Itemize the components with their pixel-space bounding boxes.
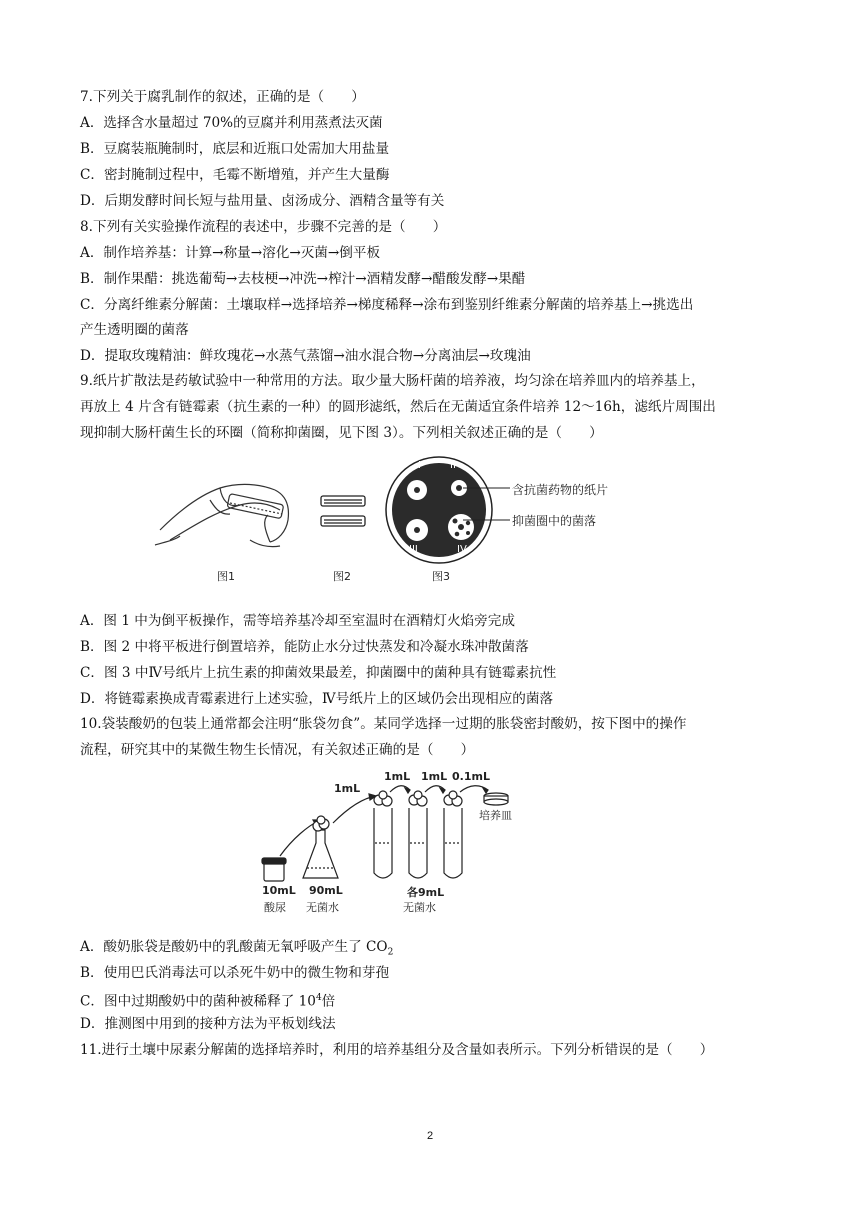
dilution-diagram xyxy=(258,768,528,893)
q9-option-a: A．图 1 中为倒平板操作，需等培养基冷却至室温时在酒精灯火焰旁完成 xyxy=(80,613,515,629)
q9-stem-line3: 现抑制大肠杆菌生长的环圈（简称抑菌圈，见下图 3）。下列相关叙述正确的是（ ） xyxy=(80,425,603,441)
q8-option-c-line2: 产生透明圈的菌落 xyxy=(80,322,189,338)
figure-1-caption: 图1 xyxy=(217,570,235,583)
paper-disc-label: 含抗菌药物的纸片 xyxy=(512,483,609,497)
q8-option-b: B．制作果醋：挑选葡萄→去枝梗→冲洗→榨汁→酒精发酵→醋酸发酵→果醋 xyxy=(80,271,526,287)
q9-option-c: C．图 3 中Ⅳ号纸片上抗生素的抑菌效果最差，抑菌圈中的菌种具有链霉素抗性 xyxy=(80,665,557,681)
disc-label-iv: IV xyxy=(457,544,467,555)
dish-label: 培养皿 xyxy=(479,809,512,822)
volume-label-4: 0.1mL xyxy=(452,770,490,783)
page-number: 2 xyxy=(426,1130,434,1142)
q11-stem: 11.进行土壤中尿素分解菌的选择培养时，利用的培养基组分及含量如表所示。下列分析错误的是（ ） xyxy=(80,1042,714,1058)
q10-option-a: A．酸奶胀袋是酸奶中的乳酸菌无氧呼吸产生了 $CO_2$ xyxy=(80,939,394,958)
q10-option-b: B．使用巴氏消毒法可以杀死牛奶中的微生物和芽孢 xyxy=(80,965,390,981)
flask-volume: 90mL xyxy=(309,884,343,897)
q10-option-d: D．推测图中用到的接种方法为平板划线法 xyxy=(80,1016,336,1032)
volume-label-2: 1mL xyxy=(384,770,411,783)
q8-stem: 8.下列有关实验操作流程的表述中，步骤不完善的是（ ） xyxy=(80,219,447,235)
figure-2-caption: 图2 xyxy=(333,570,351,583)
volume-label-3: 1mL xyxy=(421,770,448,783)
q8-option-a: A．制作培养基：计算→称量→溶化→灭菌→倒平板 xyxy=(80,245,381,261)
q10-option-c: C．图中过期酸奶中的菌种被稀释了 $10^4$倍 xyxy=(80,993,336,1010)
figure-1-pouring-plate xyxy=(150,470,300,555)
yogurt-volume: 10mL xyxy=(262,884,296,897)
volume-label-1: 1mL xyxy=(334,782,361,795)
tubes-volume: 各9mL xyxy=(407,886,445,899)
figure-2-inverted-plates xyxy=(318,492,368,532)
q7-option-d: D．后期发酵时间长短与盐用量、卤汤成分、酒精含量等有关 xyxy=(80,193,445,209)
yogurt-label: 酸尿 xyxy=(264,901,286,914)
q9-option-b: B．图 2 中将平板进行倒置培养，能防止水分过快蒸发和冷凝水珠冲散菌落 xyxy=(80,639,529,655)
q8-option-d: D．提取玫瑰精油：鲜玫瑰花→水蒸气蒸馏→油水混合物→分离油层→玫瑰油 xyxy=(80,348,531,364)
q10-stem-line2: 流程，研究其中的某微生物生长情况，有关叙述正确的是（ ） xyxy=(80,742,475,758)
colony-label: 抑菌圈中的菌落 xyxy=(512,514,597,528)
tubes-label: 无菌水 xyxy=(403,901,436,914)
q7-option-b: B．豆腐装瓶腌制时，底层和近瓶口处需加大用盐量 xyxy=(80,141,390,157)
q7-option-c: C．密封腌制过程中，毛霉不断增殖，并产生大量酶 xyxy=(80,167,390,183)
q7-stem: 7.下列关于腐乳制作的叙述，正确的是（ ） xyxy=(80,89,365,105)
flask-label: 无菌水 xyxy=(306,901,339,914)
figure-3-caption: 图3 xyxy=(432,570,450,583)
q7-option-a: A．选择含水量超过 70%的豆腐并利用蒸煮法灭菌 xyxy=(80,115,383,131)
disc-label-i: I xyxy=(418,460,421,471)
q9-stem-line1: 9.纸片扩散法是药敏试验中一种常用的方法。取少量大肠杆菌的培养液，均匀涂在培养皿内的培养基上， xyxy=(80,373,705,389)
q8-option-c-line1: C．分离纤维素分解菌：土壤取样→选择培养→梯度稀释→涂布到鉴别纤维素分解菌的培养基上→挑选出 xyxy=(80,297,694,313)
q9-option-d: D．将链霉素换成青霉素进行上述实验，Ⅳ号纸片上的区域仍会出现相应的菌落 xyxy=(80,691,554,707)
q9-stem-line2: 再放上 4 片含有链霉素（抗生素的一种）的圆形滤纸，然后在无菌适宜条件培养 12～16h，滤纸片周围出 xyxy=(80,399,716,415)
disc-label-iii: III xyxy=(409,544,418,555)
figure-3-leader-lines xyxy=(455,480,515,530)
disc-label-ii: II xyxy=(450,460,456,471)
q10-stem-line1: 10.袋装酸奶的包装上通常都会注明“胀袋勿食”。某同学选择一过期的胀袋密封酸奶，按下图中的操作 xyxy=(80,716,687,732)
